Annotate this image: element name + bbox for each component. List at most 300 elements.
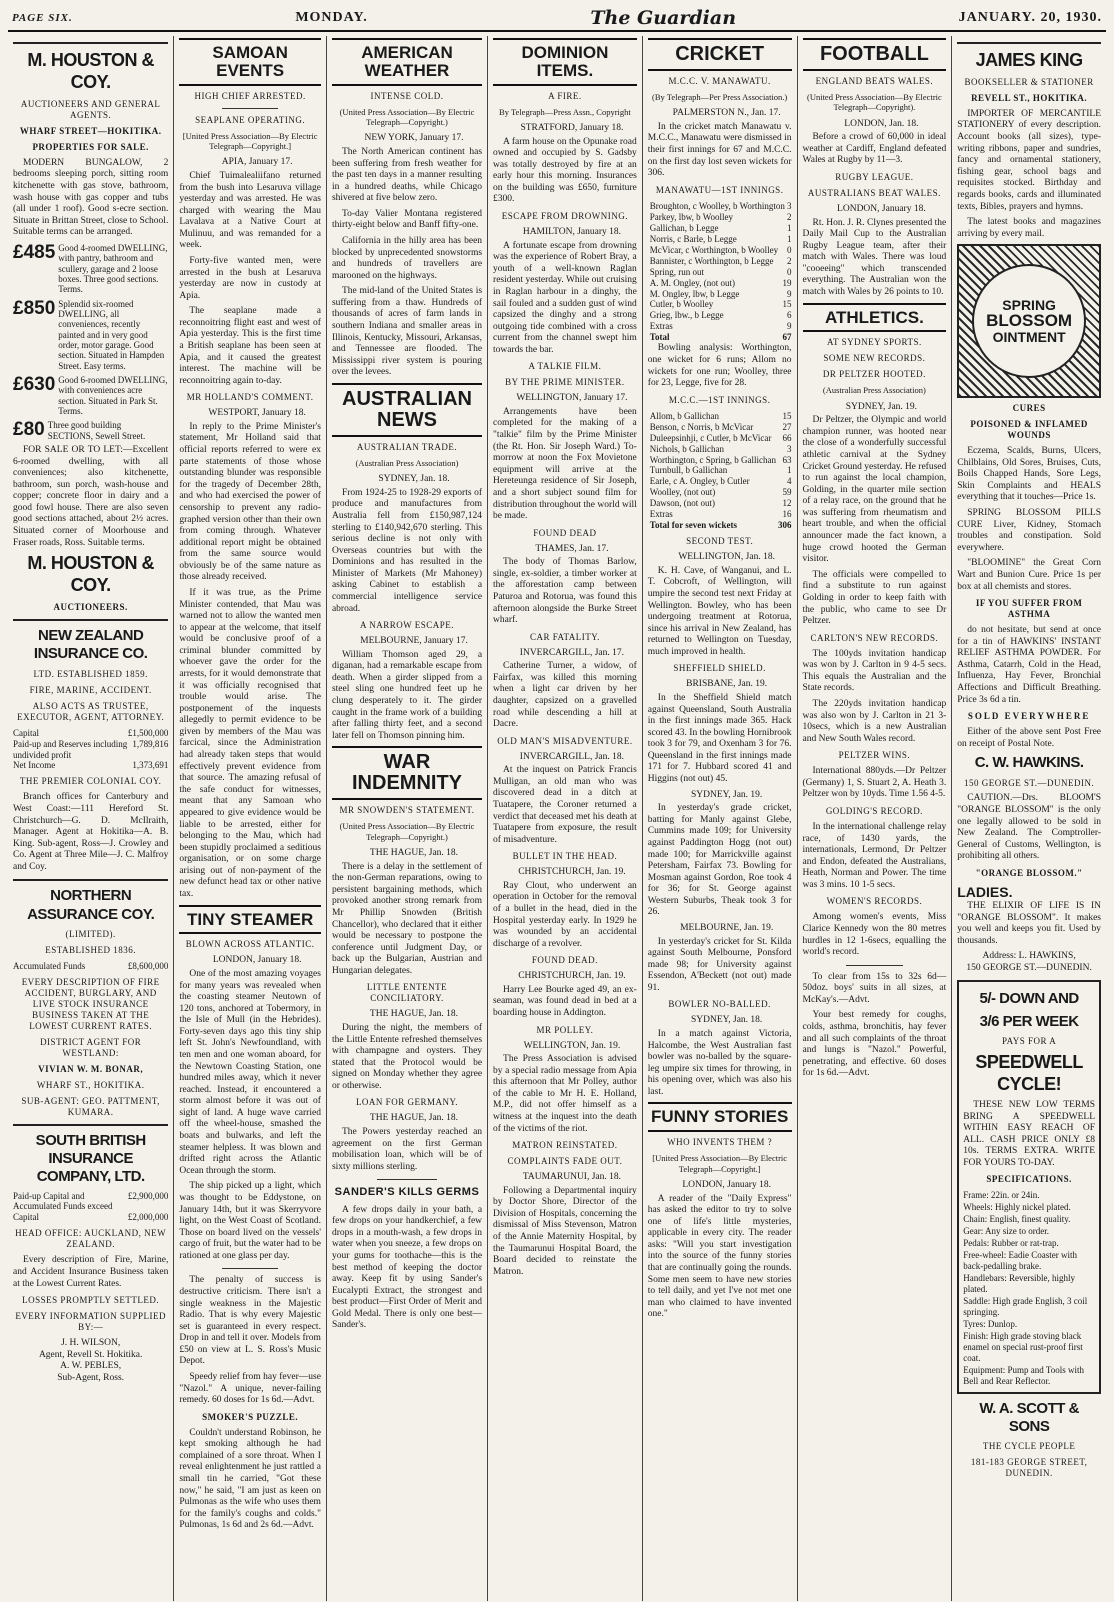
ad-scott-subtitle: THE CYCLE PEOPLE	[982, 1441, 1076, 1452]
properties-title: PROPERTIES FOR SALE.	[32, 141, 149, 152]
subheading: AUSTRALIAN TRADE.	[356, 441, 458, 452]
ad-sbi-losses: LOSSES PROMPTLY SETTLED.	[22, 1295, 160, 1306]
score-row	[648, 299, 792, 310]
article-paragraph: During the night, the members of the Little Entente refreshed themselves with champagne and oysters. They stated that the Protocol would be signed on Monday whether they agree or otherwise.	[331, 1022, 483, 1091]
runs: 63	[782, 454, 792, 465]
ointment-badge	[972, 264, 1086, 378]
article-paragraph: If it was true, as the Prime Minister contended, that Mau was warned not to allow the wanted men to appear at the welcome, that itself would be conclusive proof of a criminal blunder committed by whoever gave the order for the arrests, for it would demonstrate that it was officially recognised that trouble would arise. The postponement of the inquests allegedly to permit evidence to be given by members of the Mau was farcical, since the Administration had already taken steps that would effectively prevent evidence from that source. The amazing refusal of the safe conduct for witnesses, meant that any Samoan who appeared to give evidence would be liable to be arrested, either for belonging to the Mau, which had been stupidly proclaimed a seditious organisation, or on some charge arising out of non-payment of the new defunct head tax or other native tax.	[179, 587, 321, 899]
headline: FUNNY STORIES	[648, 1102, 792, 1132]
dateline: CHRISTCHURCH, Jan. 19.	[518, 867, 626, 878]
specifications-list	[963, 1190, 1095, 1386]
subheading: M.C.C. V. MANAWATU.	[668, 76, 771, 86]
article-paragraph: In the Sheffield Shield match against Queensland, South Australia in the first innings made 365. Hack scored 43. In the bowling Hornibrook took 3 for 79, and Oxenham 3 for 76. Queensland in the first innings made 171 for 7. Hubbard scored 41 and Higgins (not out) 45.	[647, 693, 792, 785]
ad-nzi-branches: Branch offices for Canterbury and West Coast:—111 Hereford St. Christchurch—G. D. McIlraith, Manager. Agent at Hokitika—A. B. King. Sub-agent, Ross—J. Crowley and Co. Agent at Three Mile—J. C. Malfroy and Coy.	[13, 792, 169, 872]
finance-row	[13, 739, 168, 761]
headline: AUSTRALIAN NEWS	[332, 383, 482, 437]
subheading: CARLTON'S NEW RECORDS.	[810, 632, 939, 643]
ad-northern-address: WHARF ST., HOKITIKA.	[36, 1079, 145, 1090]
article-paragraph: Ray Clout, who underwent an operation in October for the removal of a bullet in the head, died in the Hospital yesterday early. In 1929 he was wounded by an accidental discharge of a revolver.	[493, 880, 637, 949]
article-paragraph: Chief Tuimalealiifano returned from the bush into Lesaruva village yesterday and was arrested. He was charged with wearing the Mau Lavalava at a Native Court at Mulinuu, and was remanded for a week.	[179, 170, 321, 251]
dateline: THE HAGUE, Jan. 18.	[369, 1113, 459, 1124]
dateline: SYDNEY, Jan. 18.	[690, 1015, 763, 1026]
score-total	[648, 520, 792, 531]
subheading: COMPLAINTS FADE OUT.	[507, 1156, 623, 1167]
ad-northern-agent-name: VIVIAN W. M. BONAR,	[38, 1063, 144, 1074]
specification-item: Handlebars: Reversible, highly plated.	[963, 1273, 1075, 1295]
source-line: By Telegraph—Press Assn., Copyright	[499, 106, 631, 117]
runs: 19	[782, 277, 792, 288]
article-paragraph: The 100yds invitation handicap was won by J. Carlton in 9 4-5 secs. This equals the Australian and the State records.	[802, 648, 947, 694]
finance-value: £2,000,000	[127, 1212, 169, 1223]
batsman: Dawson, (not out)	[649, 498, 716, 509]
specification-item: Chain: English, finest quality.	[963, 1214, 1071, 1225]
page-number: PAGE SIX.	[12, 12, 73, 24]
runs: 15	[782, 299, 792, 310]
ad-northern-desc: EVERY DESCRIPTION OF FIRE ACCIDENT, BURGLARY, AND LIVE STOCK INSURANCE BUSINESS TAKEN AT THE LOWEST CURRENT RATES.	[21, 976, 160, 1031]
batsman: Cutler, b Woolley	[649, 299, 714, 310]
advertisement-text: The penalty of success is destructive criticism. There isn't a single weakness in the Majestic Radio. That is why every Majestic set is guaranteed in every respect. Drop in and tell it over. Models from £50 on view at L. S. Ross's Music Depot.	[179, 1275, 321, 1367]
headline: CRICKET	[648, 38, 792, 71]
property-listing	[13, 420, 168, 441]
ointment-word: BLOSSOM	[986, 311, 1073, 331]
dateline: NEW YORK, January 17.	[364, 133, 464, 144]
ad-houston-title: M. HOUSTON & COY.	[27, 553, 154, 596]
dateline: THE HAGUE, Jan. 18.	[369, 1009, 459, 1020]
ad-scott-title: W. A. SCOTT & SONS	[979, 1399, 1079, 1436]
article-paragraph: Harry Lee Bourke aged 49, an ex-seaman, was found dead in bed at a boarding house in Addington.	[493, 984, 637, 1019]
subheading: LITTLE ENTENTE CONCILIATORY.	[366, 982, 448, 1004]
specification-item: Wheels: Highly nickel plated.	[963, 1202, 1071, 1213]
source-line: (Australian Press Association)	[355, 457, 459, 468]
runs: 1	[787, 465, 792, 476]
article-paragraph: Before a crowd of 60,000 in ideal weather at Cardiff, England defeated Wales at Rugby by 11—3.	[802, 132, 947, 166]
property-listing	[13, 299, 168, 371]
ad-houston-role: AUCTIONEERS AND GENERAL AGENTS.	[20, 98, 161, 120]
score-row	[648, 465, 792, 476]
batsman: Grieg, lbw., b Legge	[649, 310, 724, 321]
batsman: Spring, run out	[649, 266, 705, 277]
ad-sbi-info: EVERY INFORMATION SUPPLIED BY:—	[15, 1311, 166, 1333]
dateline: LONDON, Jan. 18.	[844, 118, 919, 129]
batsman: Extras	[649, 509, 673, 520]
source-line: [United Press Association—By Electric Telegraph—Copyright.]	[182, 130, 318, 151]
finance-label: Capital	[13, 727, 39, 738]
property-price: £630	[13, 373, 56, 395]
property-price: £485	[13, 241, 56, 263]
subheading: AUSTRALIANS BEAT WALES.	[807, 187, 941, 198]
ad-hawkins-address: 150 GEORGE ST.—DUNEDIN.	[963, 777, 1095, 788]
ad-cures-title: CURES	[1012, 403, 1046, 414]
advertisement-text: The latest books and magazines arriving by every mail.	[957, 217, 1101, 239]
advertisement-text: IMPORTER OF MERCANTILE STATIONERY of every description. Account books (all sizes), type-writing ribbons, paper and sundries, fancy and ornamental stationery, fishing gear, school bags and requisites stocked. Birthday and regards books, cards and illuminated texts, Bibles, prayers and hymns.	[957, 108, 1101, 212]
dateline: LONDON, January 18.	[212, 955, 302, 966]
dateline: WELLINGTON, Jan. 19.	[523, 1040, 621, 1051]
batsman: Extras	[649, 321, 673, 332]
ad-houston-address: WHARF STREET—HOKITIKA.	[19, 125, 162, 136]
subheading: BULLET IN THE HEAD.	[512, 851, 618, 862]
ad-speedwell-line: 3/6 PER WEEK	[979, 1012, 1079, 1030]
article-paragraph: The North American continent has been suffering from fresh weather for the past ten days in a manner resulting in a hundred deaths, while Chicago shivered at five below zero.	[331, 146, 483, 204]
subheading: CAR FATALITY.	[529, 631, 600, 642]
finance-value: 1,373,691	[132, 760, 169, 771]
property-listing: MODERN BUNGALOW, 2 bedrooms sleeping porch, sitting room kitchenette with gas stove, bathroom, wash house with gas copper and tubs (all under 1 roof). Good s-ecre section. Situate in Brittan Street, close to School. Suitable terms can be arranged.	[13, 157, 169, 238]
finance-value: £2,900,000	[127, 1190, 169, 1201]
score-row	[648, 455, 792, 466]
advertisement-text: SPRING BLOSSOM PILLS CURE Liver, Kidney, Stomach troubles and constipation. Sold everywhere.	[957, 508, 1101, 553]
source-line: (United Press Association—By Electric Telegraph—Copyright.)	[339, 821, 475, 842]
specification-item: Frame: 22in. or 24in.	[963, 1190, 1040, 1201]
batsman: Worthington, c Spring, b Gallichan	[649, 454, 777, 465]
finance-row	[13, 1191, 168, 1213]
ad-northern-title: NORTHERN ASSURANCE COY.	[27, 887, 155, 923]
article-paragraph: In yesterday's cricket for St. Kilda against South Melbourne, Ponsford made 98; for University against Essendon, A'Beckett (not out) made 91.	[647, 936, 792, 993]
specification-item: Pedals: Rubber or rat-trap.	[963, 1238, 1059, 1249]
source-line: [United Press Association—By Electric Telegraph—Copyright.]	[652, 1153, 788, 1174]
newspaper-title: The Guardian	[590, 7, 737, 29]
article-paragraph: In a match against Victoria, Halcombe, the West Australian fast bowler was no-balled by the square-leg umpire six times for throwing, in his opening over, which was also his last.	[647, 1029, 792, 1097]
article-paragraph: The mid-land of the United States is suffering from a thaw. Hundreds of thousands of acres of farm lands in southern Indiana and smaller areas in Illinois, Kentucky, Missouri, Arkansas, and Tennessee are flooded. The Mississippi river system is pouring over the levees.	[331, 286, 483, 378]
headline: FOOTBALL	[803, 38, 947, 71]
subheading: LOAN FOR GERMANY.	[355, 1097, 459, 1108]
ad-specifications-title: SPECIFICATIONS.	[986, 1174, 1072, 1185]
subheading: BLOWN ACROSS ATLANTIC.	[185, 939, 315, 950]
headline: SAMOAN EVENTS	[179, 38, 321, 86]
dateline: PALMERSTON N., Jan. 17.	[672, 108, 781, 119]
ad-sbi-agent-addr: Agent, Revell St. Hokitika.	[38, 1349, 143, 1360]
column-cricket	[642, 36, 797, 1601]
property-text: Good 6-roomed DWELLING, with conveniences acre section. Situated in Park St. Terms.	[58, 374, 168, 416]
masthead-day: MONDAY.	[295, 10, 368, 25]
headline: AMERICAN WEATHER	[332, 38, 482, 86]
finance-value: £8,600,000	[127, 960, 169, 971]
article-paragraph: California in the hilly area has been blocked by unprecedented snowstorms and hundreds of travellers are marooned on the highways.	[331, 236, 483, 281]
batsman: Parkey, lbw, b Woolley	[649, 211, 733, 222]
advertisement-text: CAUTION.—Drs. BLOOM'S "ORANGE BLOSSOM" is the only one legally allowed to be sold in New Zealand. The Comptroller-General of Customs, Wellington, is prohibiting all others.	[957, 793, 1101, 862]
runs: 0	[787, 244, 792, 255]
ad-nzi-title: NEW ZEALAND INSURANCE CO.	[33, 627, 148, 663]
subheading: MR POLLEY.	[536, 1024, 594, 1035]
ad-nzi-est: LTD. ESTABLISHED 1859.	[33, 668, 148, 679]
ad-sold-everywhere: SOLD EVERYWHERE	[967, 711, 1091, 722]
article-paragraph: In the cricket match Manawatu v. M.C.C., Manawatu were dismissed in their first innings for 67 and M.C.C. on the first day lost seven wickets for 306.	[647, 121, 792, 179]
ad-nzi-kinds: FIRE, MARINE, ACCIDENT.	[29, 684, 152, 695]
property-price: £850	[13, 297, 56, 319]
headline: DOMINION ITEMS.	[493, 38, 637, 86]
dateline: THAMES, Jan. 17.	[535, 543, 609, 554]
ad-james-king-role: BOOKSELLER & STATIONER	[964, 76, 1094, 87]
ointment-word: OINTMENT	[992, 329, 1066, 346]
advertisement-text: THE ELIXIR OF LIFE IS IN "ORANGE BLOSSOM". It makes you well and keeps you fit. Used by thousands.	[957, 900, 1101, 946]
score-total-value: 306	[778, 520, 792, 531]
score-row	[648, 234, 792, 245]
subheading: ENGLAND BEATS WALES.	[815, 76, 934, 86]
runs: 15	[782, 410, 792, 421]
article-paragraph: The Press Association is advised by a special radio message from Apia this afternoon that Mr Polley, author of the cable to Mr H. E. Holland, M.P., did not offer himself as a witness at the inquest into the death of the victims of the riot.	[493, 1054, 637, 1134]
batsman: McVicar, c Worthington, b Woolley	[649, 244, 779, 255]
runs: 4	[787, 476, 792, 487]
score-row	[648, 487, 792, 498]
scorecard-mcc	[648, 411, 792, 521]
subheading: SMOKER'S PUZZLE.	[202, 1411, 299, 1422]
runs: 59	[782, 487, 792, 498]
score-row	[648, 212, 792, 223]
specification-item: Tyres: Dunlop.	[963, 1319, 1018, 1330]
subheading: RUGBY LEAGUE.	[835, 172, 914, 182]
dateline: MELBOURNE, January 17.	[360, 636, 468, 647]
subheading: MATRON REINSTATED.	[512, 1140, 618, 1151]
dateline: SYDNEY, Jan. 18.	[378, 474, 450, 485]
property-text: Splendid six-roomed DWELLING, all conveniences, recently painted and in very good order, motor garage. Good section. Situated in Hampden Street. Easy terms.	[58, 298, 165, 371]
dateline: CHRISTCHURCH, Jan. 19.	[518, 971, 626, 982]
source-line: (Australian Press Association)	[822, 385, 926, 396]
ad-northern-subagent: SUB-AGENT: GEO. PATTMENT, KUMARA.	[21, 1095, 160, 1117]
ad-address-line: Address: L. HAWKINS,	[982, 951, 1076, 962]
ad-sanders-title: SANDER'S KILLS GERMS	[334, 1186, 480, 1199]
headline: WAR INDEMNITY	[332, 746, 482, 800]
advertisement-text: Either of the above sent Post Free on receipt of Postal Note.	[957, 727, 1101, 749]
column-dominion-items	[487, 36, 642, 1601]
score-row	[648, 245, 792, 256]
article-paragraph: The 220yds invitation handicap was also won by J. Carlton in 21 3-10secs, which is a new Australian and New South Wales record.	[802, 698, 947, 744]
batsman: Gallichan, b Legge	[649, 222, 719, 233]
ad-northern-est: ESTABLISHED 1836.	[45, 945, 137, 956]
dateline: WELLINGTON, January 17.	[516, 393, 628, 404]
finance-row	[13, 961, 168, 972]
dateline: STRATFORD, January 18.	[520, 123, 624, 134]
masthead-date: JANUARY. 20, 1930.	[958, 10, 1102, 25]
subheading: FOUND DEAD.	[531, 955, 598, 966]
ad-orange-blossom: "ORANGE BLOSSOM."	[975, 867, 1083, 878]
runs: 3	[787, 443, 792, 454]
ad-south-british-title: SOUTH BRITISH INSURANCE COMPANY, LTD.	[35, 1131, 146, 1186]
dateline: INVERCARGILL, Jan. 17.	[519, 647, 625, 658]
score-row	[648, 289, 792, 300]
dateline: LONDON, January 18.	[682, 1180, 771, 1191]
runs: 0	[787, 266, 792, 277]
score-row	[648, 422, 792, 433]
specification-item: Saddle: High grade English, 3 coil springing.	[963, 1296, 1088, 1318]
batsman: Duleepsinhji, c Cutler, b McVicar	[649, 432, 772, 443]
score-row	[648, 433, 792, 444]
article-paragraph: A reader of the "Daily Express" has asked the editor to try to solve one of life's little mysteries, applicable in every city. The reader asks: "Will you start investigation into the source of the funny stories that are continually going the rounds. Some men seem to have new stories to tell daily, and yet I've not met one man who claimed to have invented one."	[647, 1193, 792, 1320]
runs: 3	[787, 200, 792, 211]
score-row	[648, 310, 792, 321]
specification-item: Free-wheel: Eadie Coaster with back-pedalling brake.	[963, 1250, 1077, 1272]
subheading: ESCAPE FROM DROWNING.	[501, 211, 629, 222]
article-paragraph: The Powers yesterday reached an agreement on the first German mobilisation loan, which will be of sixty millions sterling.	[331, 1126, 483, 1172]
ad-nzi-also: ALSO ACTS AS TRUSTEE, EXECUTOR, AGENT, ATTORNEY.	[17, 700, 165, 722]
finance-label: Capital	[13, 1212, 39, 1223]
subheading: SOME NEW RECORDS.	[823, 353, 926, 364]
score-row	[648, 321, 792, 332]
ad-ladies-title: LADIES.	[957, 883, 1013, 900]
dateline: WESTPORT, January 18.	[208, 408, 306, 419]
batsman: Woolley, (not out)	[649, 487, 716, 498]
score-row	[648, 223, 792, 234]
ad-address-line: 150 GEORGE ST.—DUNEDIN.	[966, 962, 1092, 973]
batsman: Bannister, c Worthington, b Legge	[649, 255, 774, 266]
column-american-weather	[326, 36, 487, 1601]
advertisement-text: To clear from 15s to 32s 6d—50doz. boys' suits in all sizes, at McKay's.—Advt.	[802, 971, 947, 1005]
finance-row	[13, 760, 168, 771]
advertisement-text: Speedy relief from hay fever—use "Nazol." A unique, never-failing remedy. 60 doses for 1s 6d.—Advt.	[179, 1372, 321, 1406]
article-paragraph: A fortunate escape from drowning was the experience of Robert Bray, a youth of a well-known Raglan resident yesterday. While out cruising in Raglan harbour in a dinghy, the sail fouled and a sudden gust of wind capsized the dinghy and a strong outgoing tide combined with a cross current from the channel swept him towards the bar.	[493, 240, 637, 355]
score-total-label: Total for seven wickets	[649, 520, 738, 531]
ad-nzi-premier: THE PREMIER COLONIAL COY.	[19, 776, 162, 787]
subheading: SECOND TEST.	[686, 536, 754, 547]
finance-row	[13, 1212, 168, 1223]
dateline: THE HAGUE, Jan. 18.	[369, 848, 459, 859]
dateline: TAUMARUNUI, Jan. 18.	[522, 1172, 622, 1183]
batsman: Norris, c Barle, b Legge	[649, 233, 737, 244]
property-listing: FOR SALE OR TO LET:—Excellent 6-roomed dwelling, with all conveniences; also kitchenette, bathroom, sun porch, wash-house and copper; concrete floor in dairy and a good fowl house. There are also seven good sections attached, about 2½ acres. Situated corner of Moorhouse and Fraser roads, Ross. Suitable terms.	[13, 445, 169, 548]
advertisement-text: Eczema, Scalds, Burns, Ulcers, Chilblains, Old Sores, Bruises, Cuts, Boils Chapped Hands, Sore Legs, Skin Complaints and HEALS everything that it touches—Price 1s.	[957, 446, 1101, 503]
article-paragraph: One of the most amazing voyages for many years was revealed when the coasting steamer Neutown of 120 tons, anchored at Tobermory, in the Isle of Mull (in the Hebrides). Forty-seven days ago this tiny ship left St. John's Newfoundland, with ten men and one woman aboard, for the Newtown Coasting Station, one hundred miles away, which it never reached. Instead, it encountered a storm almost before it was out of sight of land. A huge wave carried off the wheel-house, smashed the boats and bulwarks, and left the steamer helpless. It was blown and drifted right across the Atlantic Ocean through the storm.	[179, 968, 321, 1176]
ad-cures-subtitle: POISONED & INFLAMED WOUNDS	[970, 419, 1088, 441]
subheading: SEAPLANE OPERATING.	[195, 114, 306, 125]
subheading: OLD MAN'S MISADVENTURE.	[497, 735, 633, 746]
advertisement-text: Couldn't understand Robinson, he kept smoking although he had complained of a sore throat. When I reveal enlightenment he just rattled a small tin he carried, "Got these now," he said, "I am just as keen on Pulmonas as the wife who uses them for the family's coughs and colds." Pulmonas, 1s 6d and 2s 6d.—Advt.	[179, 1427, 321, 1531]
specification-item: Equipment: Pump and Tools with Bell and Rear Reflector.	[963, 1364, 1084, 1386]
scorecard-manawatu	[648, 201, 792, 333]
article-paragraph: K. H. Cave, of Wanganui, and L. T. Cobcroft, of Wellington, will umpire the second test next Friday at Wellington. Bowley, who has been undergoing treatment at Rotorua, since his arrival in New Zealand, has returned to Wellington on Tuesday, much improved in health.	[647, 565, 792, 657]
article-paragraph: Rt. Hon. J. R. Clynes presented the Daily Mail Cup to the Australian Rugby League team, after their match with Wales. There was loud "cooeeing" which transcended everything. The Australian won the match with Wales by 26 points to 10.	[802, 217, 947, 297]
property-text: Good 4-roomed DWELLING, with pantry, bathroom and scullery, garage and 2 loose boxes. Three good sections. Terms.	[58, 242, 168, 295]
article-paragraph: In the international challenge relay race, of 1430 yards, the internationals, Lermond, Dr Peltzer and Endon, defeated the Australians, Heath, Norman and Power. The time was 3 mins. 10 1-5 secs.	[802, 821, 947, 890]
subheading: FOUND DEAD	[533, 527, 597, 538]
score-total-value: 67	[782, 332, 792, 343]
ad-scott-address: 181-183 GEORGE STREET, DUNEDIN.	[970, 1457, 1088, 1479]
spring-blossom-ointment-logo	[957, 244, 1101, 398]
runs: 12	[782, 498, 792, 509]
batsman: Allom, b Gallichan	[649, 410, 720, 421]
subheading: GOLDING'S RECORD.	[825, 805, 923, 816]
subheading: BY THE PRIME MINISTER.	[505, 377, 625, 388]
runs: 27	[782, 421, 792, 432]
dateline: INVERCARGILL, Jan. 18.	[519, 751, 625, 762]
ad-james-king-title: JAMES KING	[975, 50, 1083, 70]
property-text: Three good building SECTIONS, Sewell Street.	[47, 420, 146, 441]
article-paragraph: Dr Peltzer, the Olympic and world champion runner, was hooted near the close of a wonderfully successful athletic carnival at the Sydney Cricket Ground yesterday. He refused to run against the local champion, Golding, in the quarter mile section of a relay race, on the ground that he was suffering from rheumatism and heart trouble, and when the official announcer made the fact known, a huge crowd hooted the German visitor.	[802, 415, 947, 565]
dateline: MELBOURNE, Jan. 19.	[680, 923, 774, 933]
column-advertisements-left	[8, 36, 173, 1601]
ad-houston-title: M. HOUSTON & COY.	[27, 50, 154, 92]
dateline: BRISBANE, Jan. 19.	[686, 679, 768, 690]
subheading: MR SNOWDEN'S STATEMENT.	[339, 805, 475, 816]
column-advertisements-right	[951, 36, 1106, 1601]
advertisement-text: "BLOOMINE" the Great Corn Wart and Bunion Cure. Price 1s per box at all chemists and stores.	[957, 558, 1101, 592]
batsman: Broughton, c Woolley, b Worthington	[649, 200, 785, 211]
innings-title: M.C.C.—1ST INNINGS.	[668, 394, 771, 405]
ad-sbi-head: HEAD OFFICE: AUCKLAND, NEW ZEALAND.	[15, 1228, 167, 1250]
subheading: A TALKIE FILM.	[528, 361, 602, 372]
article-paragraph: Bowling analysis: Worthington, one wicket for 6 runs; Allom no wickets for one run; Woolley, three for 23, Legge, five for 28.	[647, 343, 792, 389]
advertisement-text: A few drops daily in your bath, a few drops on your handkerchief, a few drops in a mouth-wash, a few drops in water when you sneeze, a few drops on your gums for toothache—this is the best method of keeping the doctor away. Keep fit by using Sander's Eucalypti Extract, the strongest and best product—First Order of Merit and Gold Medal. There is only one best—Sander's.	[331, 1204, 483, 1331]
article-paragraph: A farm house on the Opunake road owned and occupied by S. Gadsby was totally destroyed by fire at an early hour this morning. Insurances on the building was £650, furniture £300.	[493, 136, 637, 205]
score-row	[648, 201, 792, 212]
article-paragraph: At the inquest on Patrick Francis Mulligan, an old man who was discovered dead in a ditch at Tuatapere, the Coroner returned a verdict that deceased met his death at Tuatapere from exposure, the result of misadventure.	[493, 765, 637, 845]
ad-asthma-title: IF YOU SUFFER FROM ASTHMA	[975, 598, 1083, 620]
article-paragraph: From 1924-25 to 1928-29 exports of produce and manufactures from Australia fell from £150,987,124 sterling to £140,942,670 sterling. This serious decline is not only with Overseas countries but with the Dominions and has resulted in the Minister of Markets (Mr Mahoney) asking Cabinet to establish a commercial intelligence service abroad.	[331, 487, 483, 614]
score-row	[648, 256, 792, 267]
article-paragraph: The seaplane made a reconnoitring flight east and west of Apia yesterday. This is the first time a British seaplane has been seen at Apia, and it caused the greatest interest. The machine will be reconnoitring again to-day.	[179, 306, 321, 386]
article-paragraph: Following a Departmental inquiry by Doctor Shore, Director of the Division of Hospitals, concerning the dismissal of Miss Stevenson, Matron of the Annie Maternity Hospital, by the Taumarunui Hospital Board, the Board decided to reinstate the Matron.	[493, 1185, 637, 1277]
article-paragraph: There is a delay in the settlement of the non-German reparations, owing to persistent bargaining methods, which provoked another strong remark from Mr Phillip Snowden (British Chancellor), who declared that it either would be necessary to postpone the conference until Judgment Day, or back up the Bulgarian, Austrian and Hungarian delegates.	[331, 861, 483, 976]
ad-sbi-agent: J. H. WILSON,	[61, 1337, 121, 1348]
score-row	[648, 509, 792, 520]
runs: 2	[787, 211, 792, 222]
headline: TINY STEAMER	[179, 905, 321, 935]
dateline: WELLINGTON, Jan. 18.	[678, 552, 775, 563]
subheading: SHEFFIELD SHIELD.	[673, 663, 766, 674]
subheading: WHO INVENTS THEM ?	[667, 1137, 773, 1148]
ad-hawkins-title: C. W. HAWKINS.	[974, 754, 1084, 772]
finance-label: Paid-up Capital and Accumulated Funds exceed	[13, 1190, 113, 1212]
column-samoan-events	[173, 36, 326, 1601]
source-line: (United Press Association—By Electric Telegraph—Copyright).	[806, 91, 942, 113]
dateline: APIA, January 17.	[221, 157, 293, 168]
article-paragraph: Among women's events, Miss Clarice Kennedy won the 80 metres hurdles in 12 1-6secs, equalling the world's record.	[802, 912, 947, 958]
column-football-athletics	[797, 36, 952, 1601]
ad-northern-ltd: (LIMITED).	[65, 929, 116, 940]
runs: 6	[787, 310, 792, 321]
subheading: A FIRE.	[548, 90, 582, 101]
finance-label: Net Income	[13, 760, 56, 771]
finance-value: £1,500,000	[127, 727, 169, 738]
subheading: A NARROW ESCAPE.	[359, 620, 455, 631]
ad-speedwell-line: PAYS FOR A	[1001, 1036, 1057, 1047]
article-paragraph: In yesterday's grade cricket, batting for Manly against Glebe, Cummins made 109; for University against Paddington Hogg (not out) made 100; for Marrickville against Petersham, Fairfax 73. Bowling for Mosman against Gordon, Roe took 4 for 36; for St. George against Western Suburbs, Theak took 3 for 26.	[647, 803, 792, 918]
subheading: MR HOLLAND'S COMMENT.	[186, 392, 314, 403]
ad-northern-agent: DISTRICT AGENT FOR WESTLAND:	[40, 1036, 142, 1058]
score-row	[648, 476, 792, 487]
subheading: WOMEN'S RECORDS.	[826, 896, 923, 907]
source-line: (By Telegraph—Per Press Association.)	[652, 91, 788, 102]
ad-sbi-subagent: A. W. PEBLES,	[60, 1361, 122, 1372]
batsman: Benson, c Norris, b McVicar	[649, 421, 754, 432]
article-paragraph: Catherine Turner, a widow, of Fairfax, was killed this morning when a light car driven by her daughter, capsized on a gravelled road while descending a hill at Dacre.	[493, 661, 637, 730]
finance-value: 1,789,816	[132, 738, 169, 749]
score-row	[648, 411, 792, 422]
finance-label: Accumulated Funds	[13, 960, 86, 971]
subheading: HIGH CHIEF ARRESTED.	[194, 90, 306, 101]
ad-speedwell-title: SPEEDWELL CYCLE!	[975, 1052, 1083, 1094]
dateline: LONDON, January 18.	[837, 203, 926, 214]
dateline: HAMILTON, January 18.	[522, 227, 621, 238]
article-paragraph: Arrangements have been completed for the making of a "talkie" film by the Prime Minister (the Rt. Hon. Sir Joseph Ward.) To-morrow at noon the Fox Movietone equipment will arrive at the Hereteunga residence of Sir Joseph, and a short subject sound film for distribution throughout the world will be made.	[493, 406, 637, 522]
article-paragraph: In reply to the Prime Minister's statement, Mr Holland said that official reports referred to were ex parte statements of those whose outstanding blunder was responsible for the tragedy of December 28th, and who had exercised the power of censorship to prevent any radio-graphed version other than their own from coming through. Whatever additional report might be obtained from the same source would obviously be of the same nature as those already received.	[179, 421, 321, 583]
article-paragraph: Forty-five wanted men, were arrested in the bush at Lesaruva yesterday are now in custody at Apia.	[179, 255, 321, 301]
runs: 2	[787, 255, 792, 266]
subheading: PELTZER WINS.	[838, 750, 911, 761]
finance-row	[13, 728, 168, 739]
advertisement-text: Your best remedy for coughs, colds, asthma, bronchitis, hay fever and all such complaints of the throat and lungs is "Nazol." Powerful, penetrating, and effective. 60 doses for 1s 6d.—Advt.	[802, 1010, 947, 1079]
masthead	[8, 6, 1106, 32]
score-row	[648, 444, 792, 455]
ad-speedwell-cycle	[957, 980, 1101, 1393]
subheading: BOWLER NO-BALLED.	[668, 999, 771, 1010]
advertisement-text: THESE NEW LOW TERMS BRING A SPEEDWELL WITHIN EASY REACH OF ALL. CASH PRICE ONLY £8 10s. TERMS EXTRA. WRITE FOR YOURS TO-DAY.	[963, 1099, 1095, 1168]
score-row	[648, 278, 792, 289]
runs: 1	[787, 233, 792, 244]
specification-item: Gear: Any size to order.	[963, 1226, 1049, 1237]
runs: 16	[782, 509, 792, 520]
ad-sbi-desc: Every description of Fire, Marine, and Accident Insurance Business taken at the Lowest Current Rates.	[13, 1255, 169, 1289]
property-listing	[13, 375, 168, 416]
article-paragraph: The body of Thomas Barlow, single, ex-soldier, a timber worker at the afforestation camp between Paturoa and Rotorua, was found this afternoon alongside the Burke Street wharf.	[493, 557, 637, 626]
source-line: (United Press Association—By Electric Telegraph—Copyright.)	[339, 106, 475, 128]
subheading: DR PELTZER HOOTED.	[822, 369, 926, 380]
